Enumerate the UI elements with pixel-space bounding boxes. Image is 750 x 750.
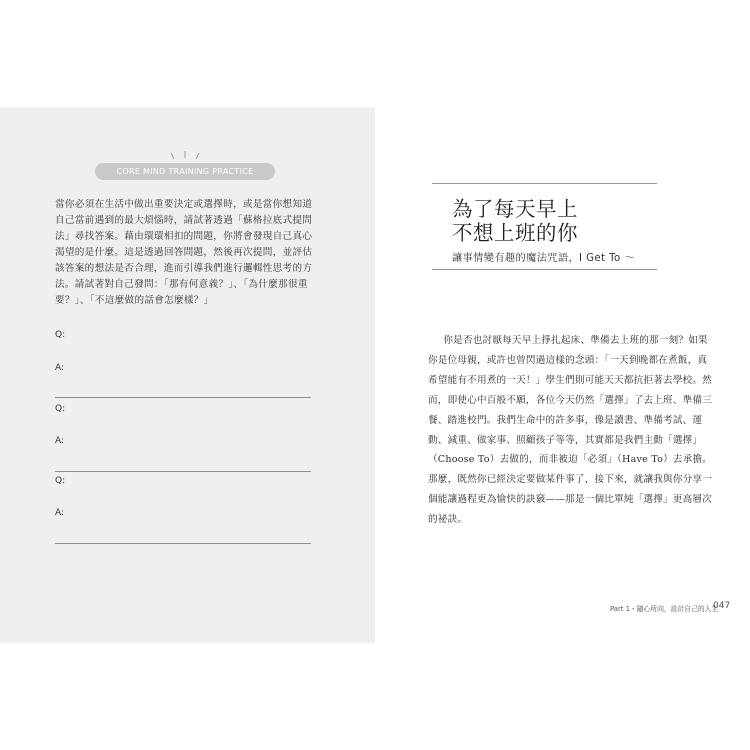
- title-line-2: 不想上班的你: [452, 221, 578, 245]
- body-paragraph: 你是否也討厭每天早上掙扎起床、準備去上班的那一刻？如果你是位母親，或許也曾閃過這樣的念頭：「一天到晚都在煮飯，真希望能有不用煮的一天！」學生們則可能天天都抗拒著去學校。然而，即使心中百般不願，各位今天仍然「選擇」了去上班、準備三餐、踏進校門。我們生命中的許多事，像是讀書、準備考試、運動、減重、做家事、照顧孩子等等，其實都是我們主動「選擇」（Choose To）去做的，而非被迫「必須」（Have To）去承擔。那麼，既然你已經決定要做某件事了，接下來，就讓我與你分享一個能讓過程更為愉快的訣竅——那是一個比單純「選擇」更高層次的祕訣。: [428, 335, 713, 526]
- question-label: Q:: [55, 330, 66, 340]
- chapter-subtitle: 讓事情變有趣的魔法咒語，I Get To ～: [452, 253, 635, 264]
- chapter-title: [452, 197, 578, 245]
- running-footer: Part 1・隨心所向，設計自己的人生: [610, 605, 719, 613]
- answer-label: A:: [55, 363, 65, 373]
- question-label: Q:: [55, 476, 66, 486]
- question-label: Q:: [55, 404, 66, 414]
- section-badge: CORE MIND TRAINING PRACTICE: [95, 163, 275, 180]
- title-top-rule: [432, 183, 657, 184]
- answer-label: A:: [55, 436, 65, 446]
- intro-paragraph: 當你必須在生活中做出重要決定或選擇時，或是當你想知道自己當前遇到的最大煩惱時，請試著透過「蘇格拉底式提問法」尋找答案。藉由環環相扣的問題，你將會發現自己真心渴望的是什麼。這是透過回答問題，然後再次提問，並評估該答案的想法是否合理，進而引導我們進行邏輯性思考的方法。請試著對自己發問：「那有何意義？」、「為什麼那很重要？」、「不這麼做的話會怎麼樣？」: [55, 199, 313, 306]
- title-bottom-rule: [432, 269, 657, 270]
- answer-line: [55, 543, 311, 544]
- answer-label: A:: [55, 508, 65, 518]
- left-page: [0, 107, 375, 643]
- title-line-1: 為了每天早上: [452, 197, 578, 221]
- answer-line: [55, 471, 311, 472]
- answer-line: [55, 397, 311, 398]
- page-number: 047: [713, 601, 731, 611]
